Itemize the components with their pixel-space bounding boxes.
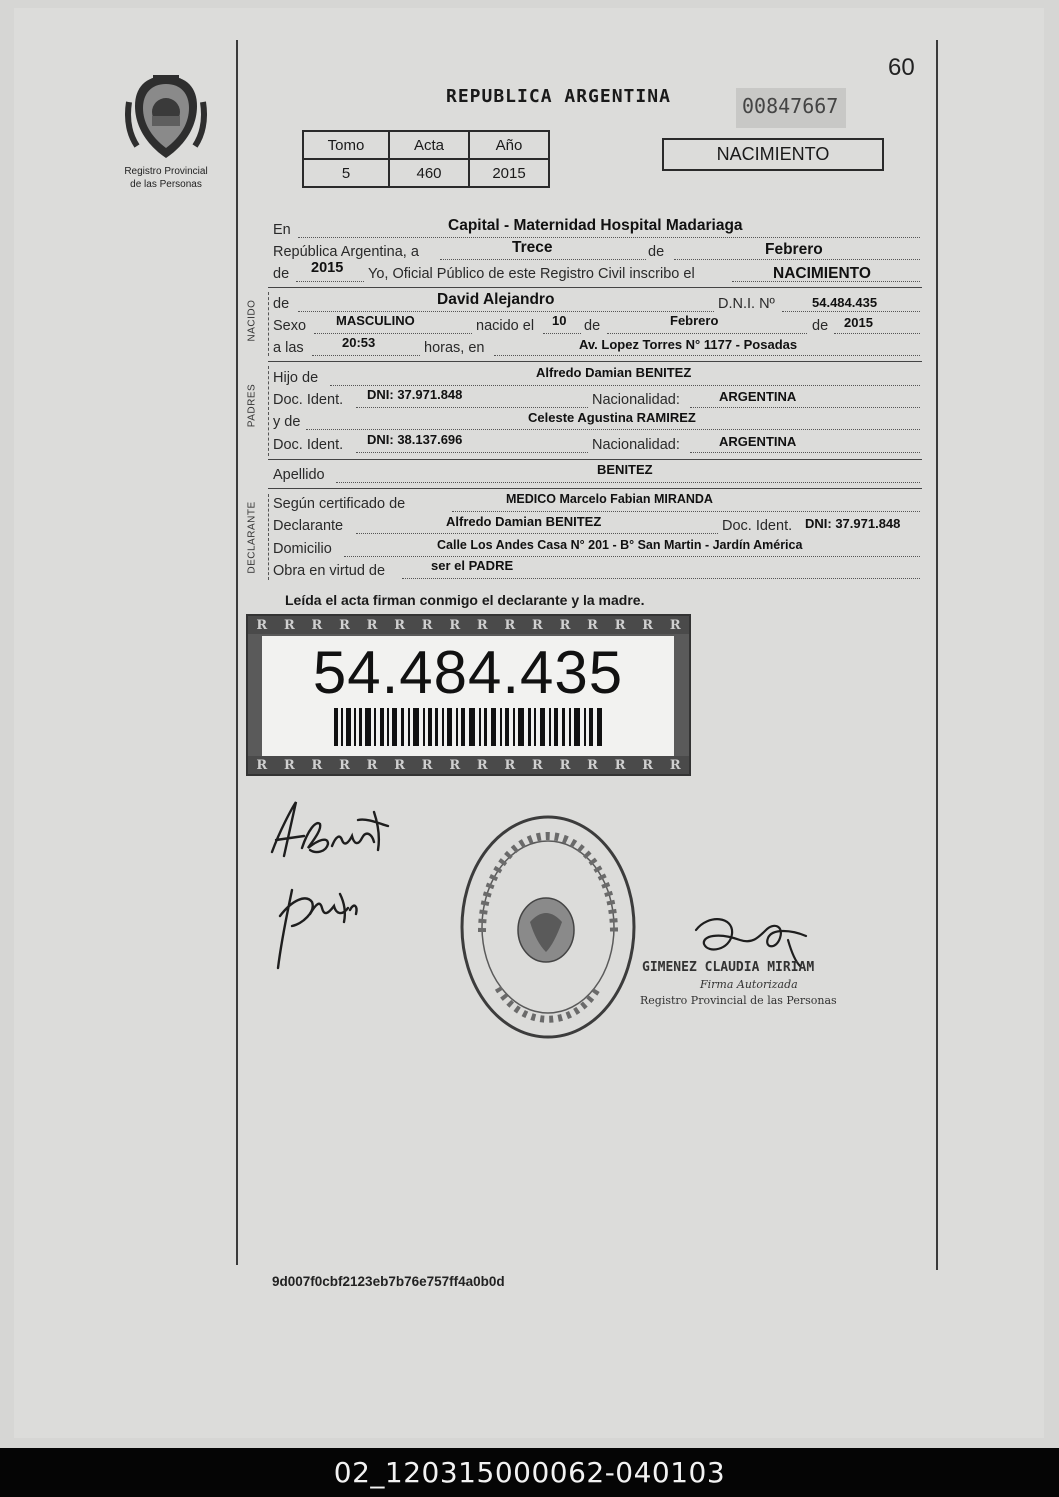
registry-value-row	[303, 159, 549, 187]
stamp-band-letter: R	[366, 617, 378, 633]
de-label: de	[648, 244, 665, 260]
year-prefix-label: de	[273, 266, 290, 282]
stamp-band-letter: R	[504, 757, 516, 773]
stamp-band-letter: R	[669, 617, 681, 633]
stamp-band-letter: R	[532, 617, 543, 633]
stamp-number-panel	[262, 636, 674, 756]
birth-address: Av. Lopez Torres N° 1177 - Posadas	[579, 337, 798, 352]
dotted-line	[344, 556, 920, 557]
event-day: Trece	[512, 239, 553, 256]
stamp-band-letter: R	[283, 757, 295, 773]
registry-header-anio: Año	[469, 131, 549, 159]
father-name: Alfredo Damian BENITEZ	[536, 365, 692, 380]
dotted-line	[356, 407, 588, 408]
mother-name: Celeste Agustina RAMIREZ	[528, 410, 696, 425]
dotted-line	[356, 533, 718, 534]
event-place: Capital - Maternidad Hospital Madariaga	[448, 217, 743, 234]
provincial-seal-icon	[125, 72, 207, 164]
handwritten-signatures	[262, 790, 412, 980]
document-hash: 9d007f0cbf2123eb7b76e757ff4a0b0d	[272, 1274, 505, 1289]
dotted-line	[312, 355, 420, 356]
stamp-band-letter: R	[283, 617, 295, 633]
dotted-line	[690, 407, 920, 408]
registry-logo	[120, 72, 212, 190]
page-number: 60	[888, 54, 915, 81]
signatory-role: Firma Autorizada	[700, 978, 798, 991]
signatory-office: Registro Provincial de las Personas	[640, 994, 837, 1007]
stamp-band-letter: R	[614, 757, 626, 773]
birth-day: 10	[552, 313, 567, 328]
stamp-band-top	[248, 616, 689, 634]
sexo-label: Sexo	[273, 318, 307, 334]
dotted-line	[607, 333, 807, 334]
event-month: Febrero	[765, 241, 823, 258]
apellido-label: Apellido	[273, 467, 325, 483]
stamp-band-letter: R	[669, 757, 681, 773]
stamp-band-letter: R	[339, 617, 350, 633]
mother-doc-label: Doc. Ident.	[273, 437, 344, 453]
en-label: En	[273, 222, 291, 238]
apellido-value: BENITEZ	[597, 462, 653, 477]
stamp-band-letter: R	[449, 617, 461, 633]
stamp-band-letter: R	[587, 617, 598, 633]
dotted-line	[336, 482, 920, 483]
dni-label: D.N.I. Nº	[718, 296, 775, 312]
republic-label: República Argentina, a	[273, 244, 419, 260]
stamp-band-letter: R	[394, 617, 405, 633]
registry-header-tomo: Tomo	[303, 131, 389, 159]
domicilio-value: Calle Los Andes Casa N° 201 - B° San Martin - Jardín América	[437, 538, 803, 552]
stamp-band-letter: R	[504, 617, 516, 633]
domicilio-label: Domicilio	[273, 541, 332, 557]
section-separator	[268, 459, 922, 460]
de-label2: de	[584, 318, 601, 334]
stamp-band-letter: R	[449, 757, 461, 773]
stamp-band-letter: R	[642, 757, 654, 773]
nacido-el-label: nacido el	[476, 318, 535, 334]
father-nationality-label: Nacionalidad:	[592, 392, 680, 408]
declarante-section-label: DECLARANTE	[246, 501, 258, 574]
child-name: David Alejandro	[437, 291, 555, 308]
registry-value-anio: 2015	[469, 159, 549, 187]
record-type-box: NACIMIENTO	[662, 138, 884, 171]
obra-value: ser el PADRE	[431, 558, 514, 573]
stamp-band-letter: R	[559, 757, 571, 773]
stamp-band-letter: R	[256, 757, 268, 773]
mother-nationality-label: Nacionalidad:	[592, 437, 680, 453]
document-title: REPUBLICA ARGENTINA	[446, 86, 671, 107]
registry-value-acta: 460	[389, 159, 469, 187]
serial-number: 00847667	[736, 88, 846, 128]
dotted-line	[402, 578, 920, 579]
declarante-doc: DNI: 37.971.848	[805, 516, 901, 531]
dotted-line	[834, 333, 920, 334]
signatory-name: GIMENEZ CLAUDIA MIRIAM	[642, 960, 815, 975]
stamp-id-number: 54.484.435	[312, 639, 624, 706]
scan-footer-code: 02_120315000062-040103	[0, 1448, 1059, 1497]
obra-label: Obra en virtud de	[273, 563, 386, 579]
logo-caption-line1: Registro Provincial	[124, 166, 208, 177]
mother-doc: DNI: 38.137.696	[367, 432, 463, 447]
dotted-line	[314, 333, 472, 334]
dotted-line	[440, 259, 646, 260]
dotted-line	[298, 311, 714, 312]
declarante-doc-label: Doc. Ident.	[722, 518, 793, 534]
dotted-line	[674, 259, 920, 260]
nacido-bar	[268, 292, 269, 356]
right-margin-line	[936, 40, 938, 1270]
dotted-line	[330, 385, 920, 386]
registry-table	[302, 130, 550, 188]
certificate-value: MEDICO Marcelo Fabian MIRANDA	[506, 492, 713, 506]
event-record: NACIMIENTO	[773, 265, 871, 282]
stamp-band-letter: R	[559, 617, 571, 633]
section-separator	[268, 488, 922, 489]
nacido-section-label: NACIDO	[246, 299, 258, 342]
section-separator	[268, 287, 922, 288]
officer-text: Yo, Oficial Público de este Registro Civil inscribo el	[368, 266, 695, 282]
stamp-band-letter: R	[421, 617, 433, 633]
mother-nationality: ARGENTINA	[719, 434, 797, 449]
stamp-band-letter: R	[311, 617, 323, 633]
section-separator	[268, 361, 922, 362]
left-margin-line	[236, 40, 238, 1265]
stamp-band-letter: R	[339, 757, 350, 773]
id-number-stamp	[246, 614, 691, 776]
dotted-line	[494, 355, 920, 356]
registry-header-row	[303, 131, 549, 159]
stamp-band-letter: R	[256, 617, 268, 633]
child-dni: 54.484.435	[812, 295, 878, 310]
stamp-band-letter: R	[476, 617, 488, 633]
declarante-name: Alfredo Damian BENITEZ	[446, 514, 602, 529]
dotted-line	[690, 452, 920, 453]
father-doc-label: Doc. Ident.	[273, 392, 344, 408]
dotted-line	[356, 452, 588, 453]
nacido-de-label: de	[273, 296, 290, 312]
dotted-line	[782, 311, 920, 312]
certificate-label: Según certificado de	[273, 496, 406, 512]
stamp-band-letter: R	[642, 617, 654, 633]
de-label3: de	[812, 318, 829, 334]
stamp-band-letter: R	[476, 757, 488, 773]
stamp-band-letter: R	[311, 757, 323, 773]
horas-label: horas, en	[424, 340, 485, 356]
declarante-label: Declarante	[273, 518, 344, 534]
stamp-band-letter: R	[614, 617, 626, 633]
dotted-line	[296, 281, 364, 282]
y-de-label: y de	[273, 414, 301, 430]
stamp-band-letter: R	[366, 757, 378, 773]
closing-statement: Leída el acta firman conmigo el declarante y la madre.	[285, 592, 645, 608]
dotted-line	[306, 429, 920, 430]
barcode-icon	[334, 708, 604, 746]
registry-header-acta: Acta	[389, 131, 469, 159]
declarante-bar	[268, 494, 269, 580]
birth-time: 20:53	[342, 335, 376, 350]
stamp-band-letter: R	[394, 757, 405, 773]
father-nationality: ARGENTINA	[719, 389, 797, 404]
registry-value-tomo: 5	[303, 159, 389, 187]
padres-section-label: PADRES	[246, 383, 258, 428]
stamp-band-letter: R	[421, 757, 433, 773]
stamp-band-letter: R	[532, 757, 543, 773]
padres-bar	[268, 366, 269, 456]
hijo-de-label: Hijo de	[273, 370, 319, 386]
dotted-line	[543, 333, 581, 334]
child-sexo: MASCULINO	[336, 313, 415, 328]
logo-caption-line2: de las Personas	[130, 179, 202, 190]
father-doc: DNI: 37.971.848	[367, 387, 463, 402]
a-las-label: a las	[273, 340, 304, 356]
birth-month: Febrero	[670, 313, 719, 328]
stamp-band-bottom	[248, 756, 689, 774]
event-year: 2015	[311, 260, 344, 276]
dotted-line	[452, 511, 920, 512]
stamp-band-letter: R	[587, 757, 598, 773]
official-seal-icon	[458, 812, 638, 1042]
birth-year: 2015	[844, 315, 873, 330]
dotted-line	[298, 237, 920, 238]
